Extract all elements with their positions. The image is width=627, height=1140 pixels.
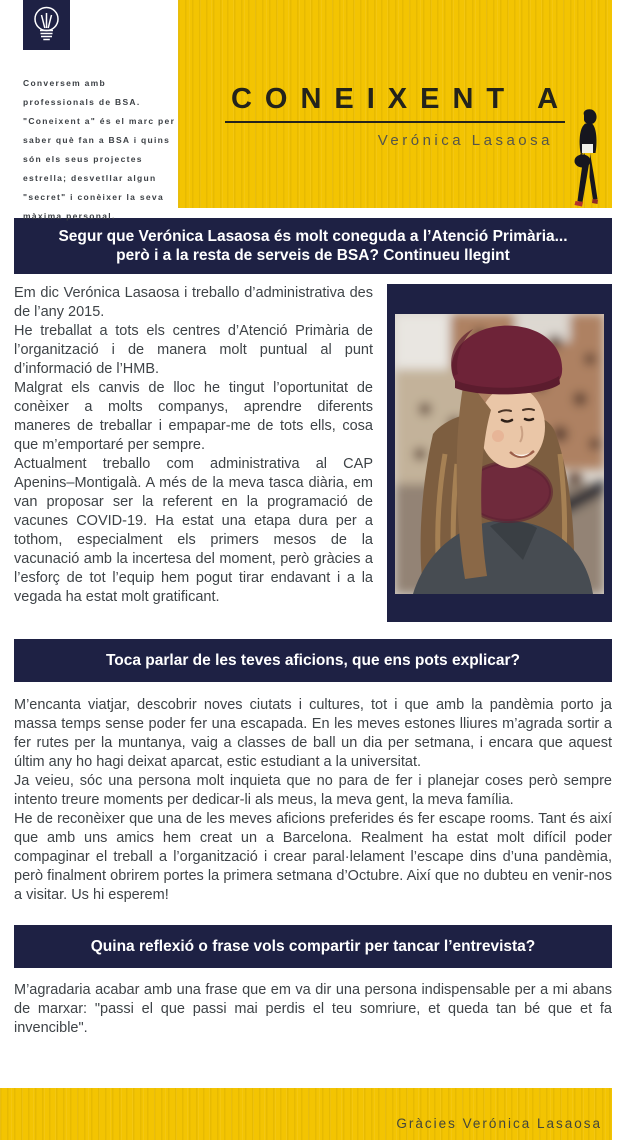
header	[0, 0, 627, 221]
portrait-frame	[387, 284, 612, 622]
paragraph: Malgrat els canvis de lloc he tingut l’oportunitat de conèixer a molts companys, aprendre diferents maneres de treballar i empapar-me de tots ells, cosa que m’emportaré per sempre.	[14, 380, 373, 453]
paragraph: He de reconèixer que una de les meves aficions preferides és fer escape rooms. Tant és així que amb uns amics hem creat un a Barcelona. Realment ha estat molt difícil poder compaginar el treball a l’organització i crear paral·lelament l’escape dins d’una pandèmia, però finalment obrirem portes la primera setmana d’Octubre. Així que no dubteu en venir-nos a visitar. Us hi esperem!	[14, 811, 612, 903]
answer-section-1	[14, 284, 612, 622]
walking-person-photo	[564, 108, 611, 208]
answer-section-2	[14, 696, 612, 905]
paragraph: He treballat a tots els centres d’Atenció Primària de l’organització i de manera molt puntual al punt d’informació de l’HMB.	[14, 323, 373, 377]
question-text-3: Quina reflexió o frase vols compartir per tancar l’entrevista?	[90, 938, 536, 955]
question-text-2: Toca parlar de les teves aficions, que ens pots explicar?	[105, 652, 521, 669]
paragraph: Em dic Verónica Lasaosa i treballo d’administrativa des de l’any 2015.	[14, 285, 373, 320]
paragraph: M’encanta viatjar, descobrir noves ciutats i cultures, tot i que amb la pandèmia porto ja massa temps sense poder fer una escapada. En les meves estones lliures m’agrada sortir a fer rutes per la muntanya, vaig a classes de ball un dia per setmana, i encara que aquest últim any ho hagi deixat aparcat, estic estudiant a la universitat.	[14, 697, 612, 770]
paragraph: Actualment treballo com administrativa al CAP Apenins–Montigalà. A més de la meva tasca diària, em van proposar ser la referent en la programació de vacunes COVID-19. Ha estat una etapa dura per a tothom, especialment els primers mesos de la vacunació amb la incertesa del moment, però gràcies a l’esforç de tot l’equip hem pogut tirar endavant i a la vegada ha estat molt gratificant.	[14, 456, 373, 605]
question-text-1: Segur que Verónica Lasaosa és molt coneguda a l’Atenció Primària... però i a la resta de serveis de BSA? Continueu llegint	[58, 228, 568, 264]
paragraph: M’agradaria acabar amb una frase que em va dir una persona indispensable per a mi abans de marxar: "passi el que passi mai perdis el teu somriure, et queda tan bé que et fa invencible".	[14, 982, 612, 1036]
title-underline	[225, 121, 565, 123]
answer-section-3	[14, 981, 612, 1038]
logo	[23, 0, 70, 50]
question-banner-2	[14, 639, 612, 682]
interviewee-name: Verónica Lasaosa	[377, 132, 553, 149]
question-banner-1	[14, 218, 612, 274]
lightbulb-icon	[23, 0, 70, 50]
paragraph: Ja veieu, sóc una persona molt inquieta que no para de fer i planejar coses però sempre intento treure moments per dedicar-li als meus, la meva gent, la meva família.	[14, 773, 612, 808]
intro-text: Conversem amb professionals de BSA. "Coneixent a" és el marc per saber què fan a BSA i quins són els seus projectes estrella; desvetllar algun "secret" i conèixer la seva màxima personal.	[23, 78, 176, 221]
hero-banner	[178, 0, 612, 208]
footer-thanks: Gràcies Verónica Lasaosa	[396, 1115, 602, 1131]
question-banner-3	[14, 925, 612, 968]
answer-text-1	[14, 284, 373, 622]
page-title: CONEIXENT A	[230, 83, 572, 115]
footer	[0, 1088, 612, 1140]
portrait-photo	[395, 314, 604, 594]
